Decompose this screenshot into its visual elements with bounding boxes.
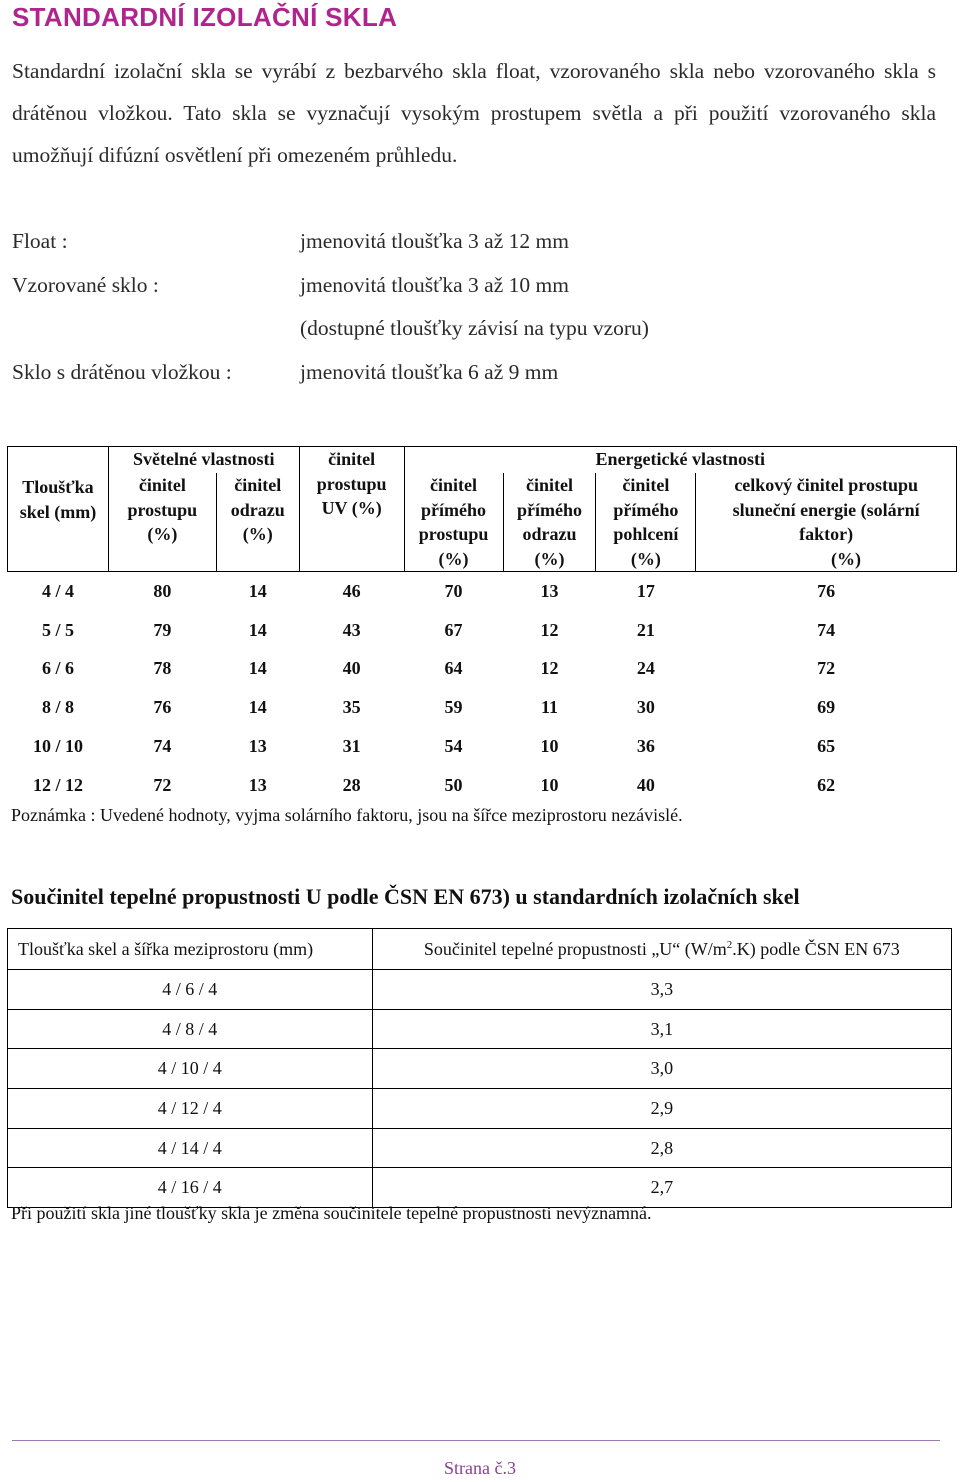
cell: 72 xyxy=(153,774,172,795)
col-header-solar-factor: celkový činitel prostupu sluneční energie (solární faktor) (%) xyxy=(696,473,957,572)
cell-thickness: 8 / 8 xyxy=(41,697,74,718)
spec-value-patterned-note: (dostupné tloušťky závisí na typu vzoru) xyxy=(300,316,649,340)
cell: 59 xyxy=(444,697,463,718)
table-row xyxy=(8,970,952,1010)
spec-value-wired: jmenovitá tloušťka 6 až 9 mm xyxy=(300,360,559,384)
table-row xyxy=(8,1128,952,1168)
properties-table xyxy=(7,446,957,804)
spec-label-wired: Sklo s drátěnou vložkou : xyxy=(12,360,232,384)
table-row xyxy=(8,1089,952,1129)
cell: 35 xyxy=(342,697,361,718)
cell-u-value: 2,9 xyxy=(372,1089,951,1129)
cell-u-value: 2,7 xyxy=(372,1168,951,1208)
cell-u-value: 3,0 xyxy=(372,1049,951,1089)
cell: 72 xyxy=(817,658,836,679)
col-header-light-reflection: činitel odrazu (%) xyxy=(216,473,299,572)
cell: 13 xyxy=(248,735,267,756)
page-number: Strana č.3 xyxy=(444,1458,516,1478)
cell-thickness: 5 / 5 xyxy=(41,619,74,640)
group-header-light: Světelné vlastnosti xyxy=(108,447,299,474)
col-header-composition: Tloušťka skel a šířka meziprostoru (mm) xyxy=(8,929,373,970)
cell: 30 xyxy=(636,697,655,718)
spec-value-patterned: jmenovitá tloušťka 3 až 10 mm xyxy=(300,273,569,297)
cell-thickness: 4 / 4 xyxy=(41,581,74,602)
cell: 50 xyxy=(444,774,463,795)
cell: 14 xyxy=(248,581,267,602)
table-row xyxy=(8,572,957,611)
cell: 62 xyxy=(817,774,836,795)
u-value-table xyxy=(7,928,952,1208)
cell: 36 xyxy=(636,735,655,756)
cell: 40 xyxy=(342,658,361,679)
cell: 79 xyxy=(153,619,172,640)
spec-label-float: Float : xyxy=(12,229,68,253)
cell: 12 xyxy=(540,619,559,640)
page-title: STANDARDNÍ IZOLAČNÍ SKLA xyxy=(12,2,398,32)
col-header-direct-absorption: činitel přímého pohlcení (%) xyxy=(596,473,696,572)
cell: 76 xyxy=(153,697,172,718)
cell: 13 xyxy=(248,774,267,795)
cell: 74 xyxy=(153,735,172,756)
cell: 67 xyxy=(444,619,463,640)
intro-paragraph: Standardní izolační skla se vyrábí z bezbarvého skla float, vzorovaného skla nebo vzorovaného skla s drátěnou vložkou. Tato skla se vyznačují vysokým prostupem světla a při použití vzorovaného skla umožňují difúzní osvětlení při omezeném průhledu. xyxy=(12,59,936,167)
u-value-note: Při použití skla jiné tloušťky skla je změna součinitele tepelné propustnosti nevýznamná. xyxy=(11,1203,652,1223)
table-row xyxy=(8,1009,952,1049)
col-header-thickness: Tloušťka skel (mm) xyxy=(8,447,109,572)
cell-composition: 4 / 12 / 4 xyxy=(8,1089,373,1129)
table-row xyxy=(8,649,957,688)
cell: 10 xyxy=(540,735,559,756)
group-header-energy: Energetické vlastnosti xyxy=(404,447,956,474)
footer-divider xyxy=(12,1440,940,1441)
cell: 12 xyxy=(540,658,559,679)
cell-u-value: 3,1 xyxy=(372,1009,951,1049)
cell: 31 xyxy=(342,735,361,756)
cell: 46 xyxy=(342,581,361,602)
col-header-direct-transmission: činitel přímého prostupu (%) xyxy=(404,473,503,572)
cell: 70 xyxy=(444,581,463,602)
cell: 64 xyxy=(444,658,463,679)
cell: 14 xyxy=(248,619,267,640)
cell: 43 xyxy=(342,619,361,640)
cell: 54 xyxy=(444,735,463,756)
cell: 21 xyxy=(636,619,655,640)
col-header-light-transmission: činitel prostupu (%) xyxy=(108,473,216,572)
table-row xyxy=(8,1049,952,1089)
cell: 80 xyxy=(153,581,172,602)
cell-u-value: 3,3 xyxy=(372,970,951,1010)
cell: 11 xyxy=(540,697,558,718)
cell: 10 xyxy=(540,774,559,795)
cell: 13 xyxy=(540,581,559,602)
cell: 76 xyxy=(817,581,836,602)
table-row xyxy=(8,688,957,727)
cell-thickness: 10 / 10 xyxy=(32,735,83,756)
table-note: Poznámka : Uvedené hodnoty, vyjma solárního faktoru, jsou na šířce meziprostoru nezávislé. xyxy=(11,805,683,825)
cell: 28 xyxy=(342,774,361,795)
cell: 24 xyxy=(636,658,655,679)
table-row xyxy=(8,765,957,804)
cell-composition: 4 / 16 / 4 xyxy=(8,1168,373,1208)
spec-label-patterned: Vzorované sklo : xyxy=(12,273,159,297)
col-header-uv: činitel prostupu UV (%) xyxy=(299,447,404,572)
cell-thickness: 6 / 6 xyxy=(41,658,74,679)
cell-composition: 4 / 6 / 4 xyxy=(8,970,373,1010)
cell-composition: 4 / 14 / 4 xyxy=(8,1128,373,1168)
section-heading-u-value: Součinitel tepelné propustnosti U podle ČSN EN 673) u standardních izolačních skel xyxy=(11,884,800,909)
table-row xyxy=(8,1168,952,1208)
cell-thickness: 12 / 12 xyxy=(32,774,83,795)
cell: 78 xyxy=(153,658,172,679)
cell-composition: 4 / 8 / 4 xyxy=(8,1009,373,1049)
cell: 40 xyxy=(636,774,655,795)
cell: 65 xyxy=(817,735,836,756)
col-header-u-value: Součinitel tepelné propustnosti „U“ $(W/m^2.K)$ podle ČSN EN 673 xyxy=(372,929,951,970)
cell: 74 xyxy=(817,619,836,640)
cell: 14 xyxy=(248,697,267,718)
cell-u-value: 2,8 xyxy=(372,1128,951,1168)
cell-composition: 4 / 10 / 4 xyxy=(8,1049,373,1089)
cell: 69 xyxy=(817,697,836,718)
spec-value-float: jmenovitá tloušťka 3 až 12 mm xyxy=(300,229,569,253)
cell: 17 xyxy=(636,581,655,602)
table-row xyxy=(8,727,957,766)
col-header-direct-reflection: činitel přímého odrazu (%) xyxy=(503,473,596,572)
table-row xyxy=(8,611,957,650)
cell: 14 xyxy=(248,658,267,679)
